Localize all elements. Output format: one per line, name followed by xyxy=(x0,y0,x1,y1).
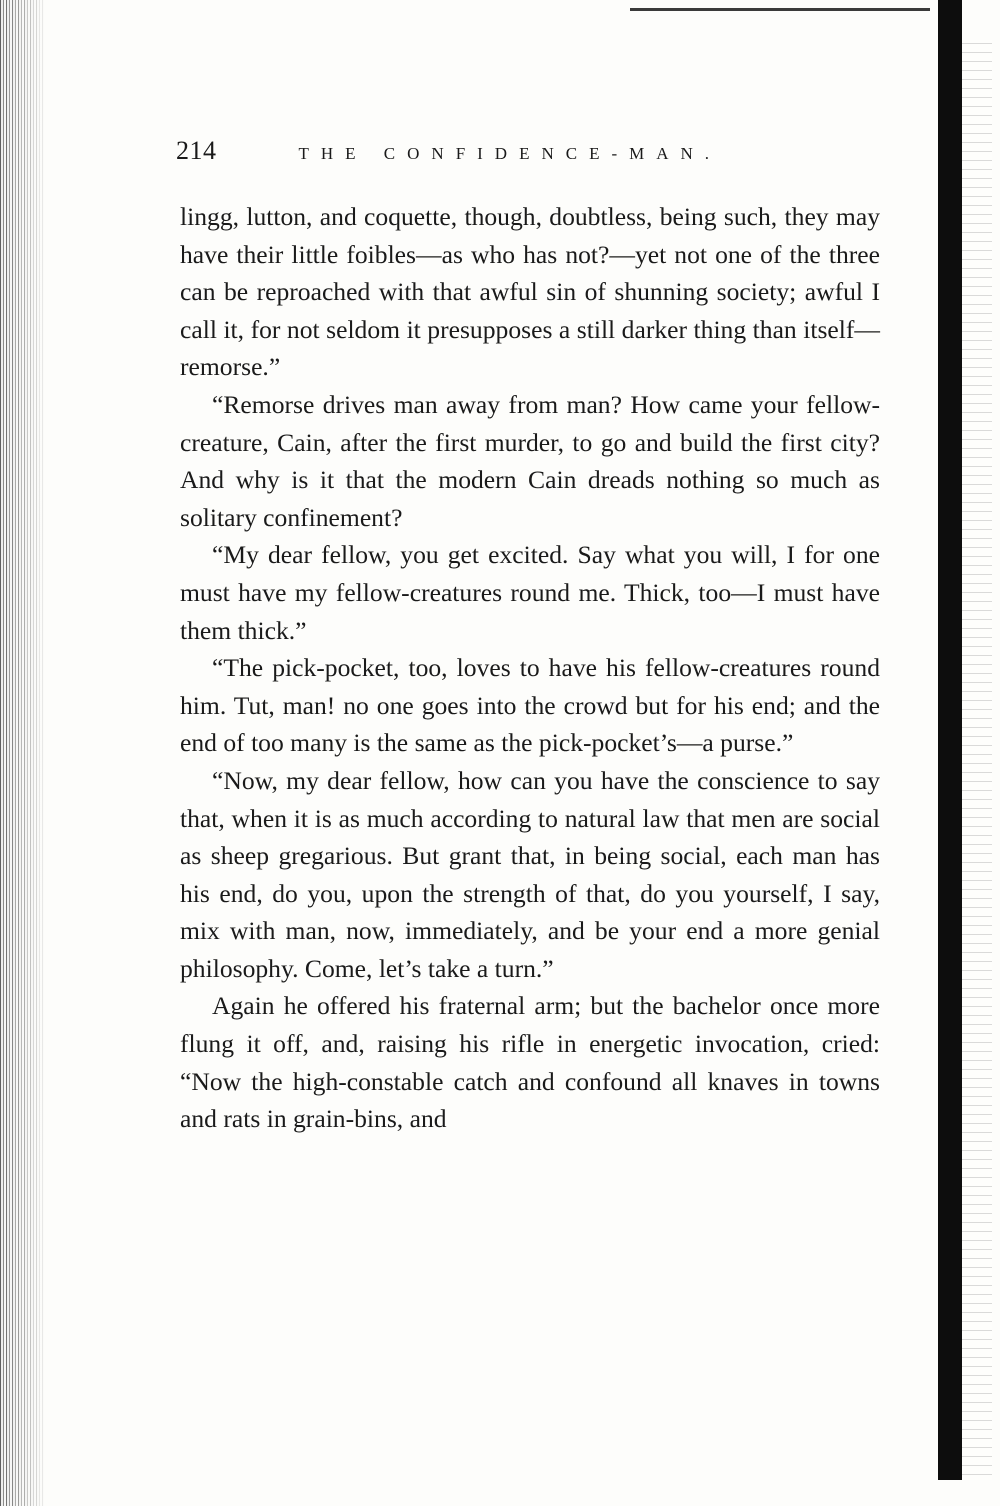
paragraph: “Remorse drives man away from man? How came your fellow-creature, Cain, after the first murder, to go and build the first city? And why is it that the modern Cain dreads nothing so much as solitary confinement? xyxy=(180,389,880,532)
paragraph: “My dear fellow, you get excited. Say what you will, I for one must have my fellow-creatures round me. Thick, too—I must have them thick.” xyxy=(180,540,880,645)
binding-gutter xyxy=(0,0,44,1506)
page-edge-shadow xyxy=(938,0,962,1480)
paragraph: “The pick-pocket, too, loves to have his fellow-creatures round him. Tut, man! no one goes into the crowd but for his end; and the end of too many is the same as the pick-pocket’s—a purse.” xyxy=(180,653,880,758)
paragraph: “Now, my dear fellow, how can you have the conscience to say that, when it is as much according to natural law that men are social as sheep gregarious. But grant that, in being social, each man has his end, do you, upon the strength of that, do you yourself, I say, mix with man, now, immediately, and be your end a more genial philosophy. Come, let’s take a turn.” xyxy=(180,765,880,983)
paragraph: lingg, lutton, and coquette, though, doubtless, being such, they may have their little foibles—as who has not?—yet not one of the three can be reproached with that awful sin of shunning society; awful I call it, for not seldom it presupposes a still darker thing than itself—remorse.” xyxy=(180,202,880,382)
page-edge-texture xyxy=(962,40,992,1480)
page-header xyxy=(176,136,876,170)
running-head: THE CONFIDENCE-MAN. xyxy=(298,144,722,163)
body-text xyxy=(180,198,880,1138)
paragraph: Again he offered his fraternal arm; but the bachelor once more flung it off, and, raising his rifle in energetic invocation, cried: “Now the high-constable catch and confound all knaves in towns and rats in grain-bins, and xyxy=(180,991,880,1134)
top-rule xyxy=(630,8,930,11)
page-number: 214 xyxy=(176,136,217,165)
